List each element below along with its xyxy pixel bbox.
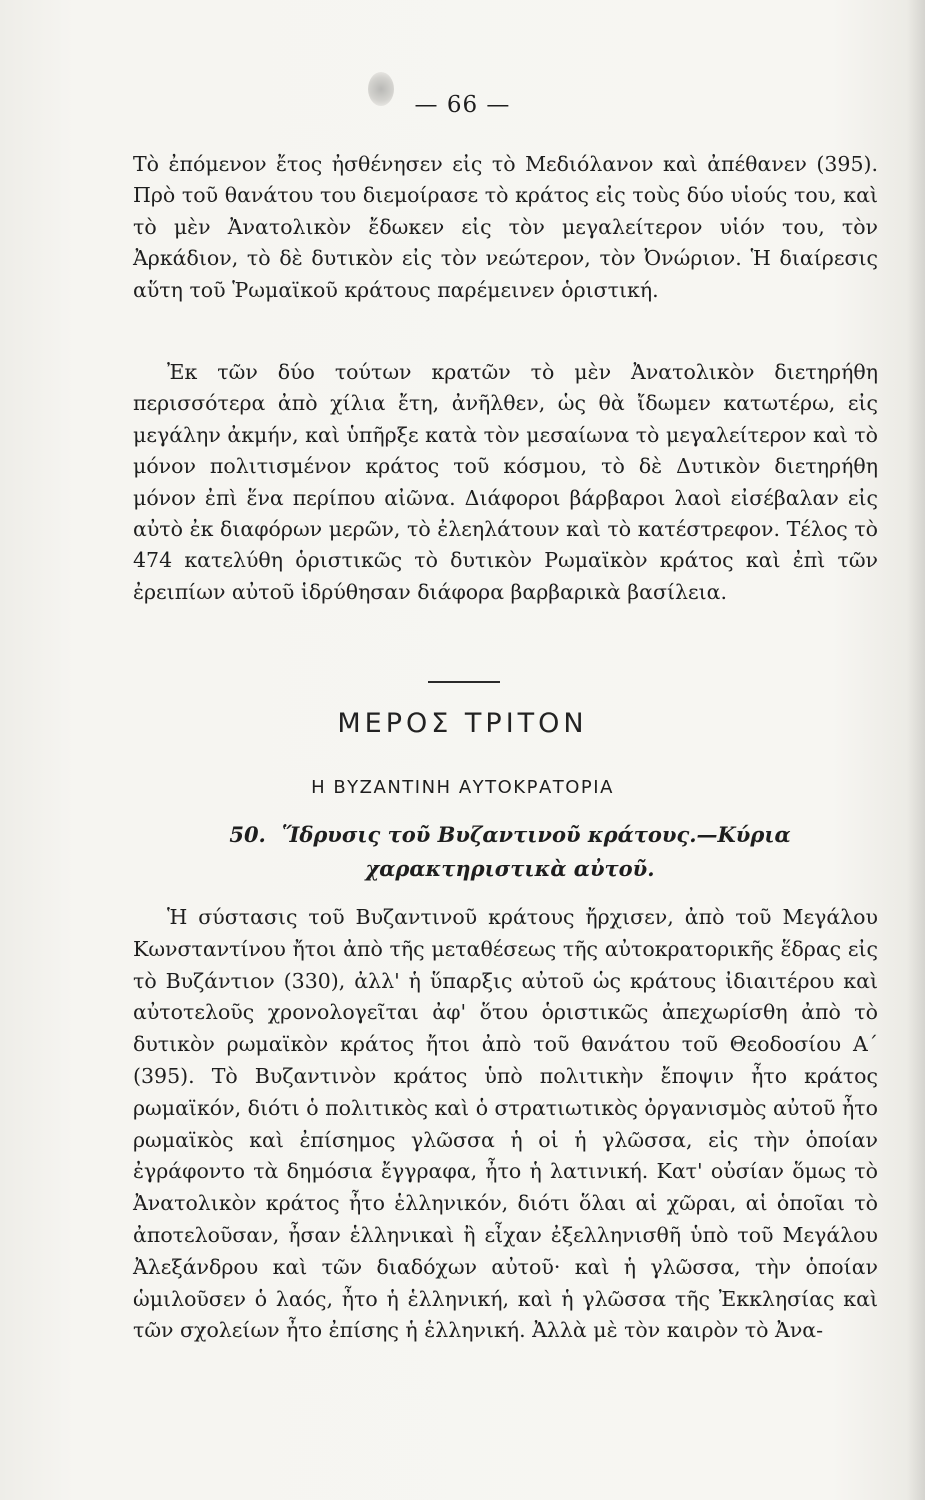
- section-divider: [428, 681, 500, 683]
- body-text-top: [133, 149, 878, 306]
- page-edge-shadow: [907, 0, 925, 1500]
- section-heading: [190, 818, 830, 886]
- page-number: — 66 —: [414, 92, 511, 118]
- paragraph: Τὸ ἐπόμενον ἔτος ἠσθένησεν εἰς τὸ Μεδιόλανον καὶ ἀπέθανεν (395). Πρὸ τοῦ θανάτου του διεμοίρασε τὸ κράτος εἰς τοὺς δύο υἱούς του, καὶ τὸ μὲν Ἀνατολικὸν ἔδωκεν εἰς τὸν μεγαλείτερον υἱόν του, τὸν Ἀρκάδιον, τὸ δὲ δυτικὸν εἰς τὸν νεώτερον, τὸν Ὀνώριον. Ἡ διαίρεσις αὕτη τοῦ Ῥωμαϊκοῦ κράτους παρέμεινεν ὁριστική.: [133, 152, 878, 302]
- body-text-bottom: [133, 902, 878, 1347]
- section-number: 50.: [229, 822, 266, 847]
- section-title: Ἵδρυσις τοῦ Βυζαντινοῦ κράτους.—Κύρια χαρακτηριστικὰ αὐτοῦ.: [281, 822, 791, 881]
- paragraph: Ἡ σύστασις τοῦ Βυζαντινοῦ κράτους ἤρχισεν, ἀπὸ τοῦ Μεγάλου Κωνσταντίνου ἤτοι ἀπὸ τῆς μεταθέσεως τῆς αὐτοκρατορικῆς ἕδρας εἰς τὸ Βυζάντιον (330), ἀλλ' ἡ ὕπαρξις αὐτοῦ ὡς κράτους ἰδιαιτέρου καὶ αὐτοτελοῦς χρονολογεῖται ἀφ' ὅτου ὁριστικῶς ἀπεχωρίσθη ἀπὸ τὸ δυτικὸν ρωμαϊκὸν κράτος ἤτοι ἀπὸ τοῦ θανάτου τοῦ Θεοδοσίου Α΄ (395). Τὸ Βυζαντινὸν κράτος ὑπὸ πολιτικὴν ἔποψιν ἦτο κράτος ρωμαϊκόν, διότι ὁ πολιτικὸς καὶ ὁ στρατιωτικὸς ὀργανισμὸς αὐτοῦ ἦτο ρωμαϊκὸς καὶ ἐπίσημος γλῶσσα ἡ οἱ ἡ γλῶσσα, εἰς τὴν ὁποίαν ἐγράφοντο τὰ δημόσια ἔγγραφα, ἦτο ἡ λατινική. Κατ' οὐσίαν ὅμως τὸ Ἀνατολικὸν κράτος ἦτο ἑλληνικόν, διότι ὅλαι αἱ χῶραι, αἱ ὁποῖαι τὸ ἀποτελοῦσαν, ἦσαν ἑλληνικαὶ ἢ εἶχαν ἐξελληνισθῆ ὑπὸ τοῦ Μεγάλου Ἀλεξάνδρου καὶ τῶν διαδόχων αὐτοῦ· καὶ ἡ γλῶσσα, τὴν ὁποίαν ὡμιλοῦσεν ὁ λαός, ἦτο ἡ ἑλληνική, καὶ ἡ γλῶσσα τῆς Ἐκκλησίας καὶ τῶν σχολείων ἦτο ἐπίσης ἡ ἑλληνική. Ἀλλὰ μὲ τὸν καιρὸν τὸ Ἀνα-: [133, 905, 878, 1343]
- paragraph: Ἐκ τῶν δύο τούτων κρατῶν τὸ μὲν Ἀνατολικὸν διετηρήθη περισσότερα ἀπὸ χίλια ἔτη, ἀνῆλθεν, ὡς θὰ ἴδωμεν κατωτέρω, εἰς μεγάλην ἀκμήν, καὶ ὑπῆρξε κατὰ τὸν μεσαίωνα τὸ μεγαλείτερον καὶ τὸ μόνον πολιτισμένον κράτος τοῦ κόσμου, τὸ δὲ Δυτικὸν διετηρήθη μόνον ἐπὶ ἕνα περίπου αἰῶνα. Διάφοροι βάρβαροι λαοὶ εἰσέβαλαν εἰς αὐτὸ ἐκ διαφόρων μερῶν, τὸ ἐλεηλάτουν καὶ τὸ κατέστρεφον. Τέλος τὸ 474 κατελύθη ὁριστικῶς τὸ δυτικὸν Ρωμαϊκὸν κράτος καὶ ἐπὶ τῶν ἐρειπίων αὐτοῦ ἱδρύθησαν διάφορα βαρβαρικὰ βασίλεια.: [133, 360, 878, 604]
- part-subtitle: Η ΒΥΖΑΝΤΙΝΗ ΑΥΤΟΚΡΑΤΟΡΙΑ: [311, 777, 614, 798]
- part-title: ΜΕΡΟΣ ΤΡΙΤΟΝ: [337, 708, 588, 739]
- body-text-top-2: [133, 357, 878, 608]
